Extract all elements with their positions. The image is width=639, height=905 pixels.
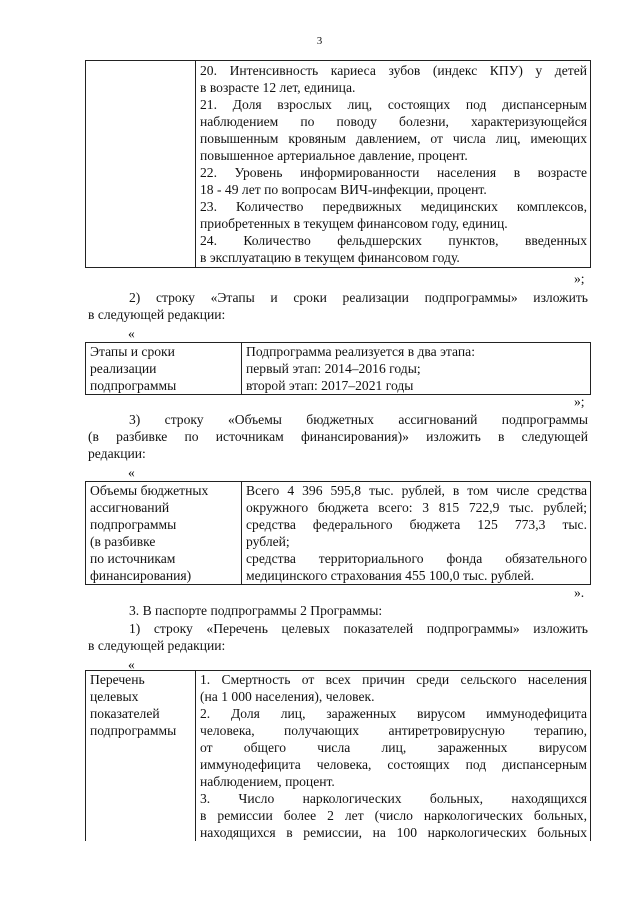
indicators-value-cell [196,671,591,842]
indicator-21: 21. Доля взрослых лиц, состоящих под диспансерным наблюдением по поводу болезни, характеризующейся повышенным кровяным давлением, от числа лиц, имеющих повышенное артериальное давление, процент. [200,97,587,163]
paragraph-2 [88,289,588,323]
paragraph-2-line-1: 2) строку «Этапы и сроки реализации подпрограммы» изложить [129,290,588,305]
stages-table [85,342,591,395]
target-indicators-table [85,670,591,841]
indicator-22: 22. Уровень информированности населения в возрасте 18 - 49 лет по вопросам ВИЧ-инфекции, процент. [200,165,587,197]
indicator-20: 20. Интенсивность кариеса зубов (индекс КПУ) у детей в возрасте 12 лет, единица. [200,63,587,95]
budget-value-cell: Всего 4 396 595,8 тыс. рублей, в том числе средства окружного бюджета всего: 3 815 722,9 тыс. рублей; средства федерального бюджета 125 773,3 тыс. рублей; средства территориального фонда обязательного медицинского страхования 455 100,0 тыс. рублей. [242,482,591,585]
closing-quote-1: »; [574,271,585,286]
closing-quote-3: ». [574,585,585,600]
paragraph-3-line-1: 3) строку «Объемы бюджетных ассигнований подпрограммы [129,412,588,427]
indicator-1: 1. Смертность от всех причин среди сельского населения (на 1 000 населения), человек. [200,672,587,704]
indicator-24: 24. Количество фельдшерских пунктов, введенных в эксплуатацию в текущем финансовом году. [200,233,587,265]
indicators-label-cell: Перечень целевых показателей подпрограммы [86,671,196,842]
paragraph-3-line-3: редакции: [88,446,146,461]
section-3-line-1: 1) строку «Перечень целевых показателей подпрограммы» изложить [129,621,588,636]
budget-label-cell: Объемы бюджетных ассигнований подпрограммы (в разбивке по источникам финансирования) [86,482,242,585]
table-label-cell [86,61,196,268]
section-3-line-2: в следующей редакции: [88,638,226,653]
opening-quote-4: « [128,657,135,672]
budget-table [85,481,591,585]
stages-value-cell: Подпрограмма реализуется в два этапа: первый этап: 2014–2016 годы; второй этап: 2017–2021 годы [242,343,591,395]
table-value-cell [196,61,591,268]
indicator-3: 3. Число наркологических больных, находящихся в ремиссии более 2 лет (число наркологических больных, находящихся в ремиссии, на 100 наркологических больных [200,791,587,840]
indicator-23: 23. Количество передвижных медицинских комплексов, приобретенных в текущем финансовом году, единиц. [200,199,587,231]
section-3-paragraph [88,620,588,654]
paragraph-3-line-2: (в разбивке по источникам финансирования)» изложить в следующей [88,429,588,444]
paragraph-3 [88,411,588,462]
page-number: 3 [316,35,323,47]
stages-label-cell: Этапы и сроки реализации подпрограммы [86,343,242,395]
opening-quote-2: « [128,326,135,341]
paragraph-2-line-2: в следующей редакции: [88,307,226,322]
indicator-2: 2. Доля лиц, зараженных вирусом иммунодефицита человека, получающих антиретровирусную терапию, от общего числа лиц, зараженных вирусом иммунодефицита человека, состоящих под диспансерным наблюдением, процент. [200,706,587,789]
opening-quote-3: « [128,465,135,480]
closing-quote-2: »; [574,394,585,409]
section-3-heading: 3. В паспорте подпрограммы 2 Программы: [129,603,383,618]
indicators-table-continued [85,60,591,268]
